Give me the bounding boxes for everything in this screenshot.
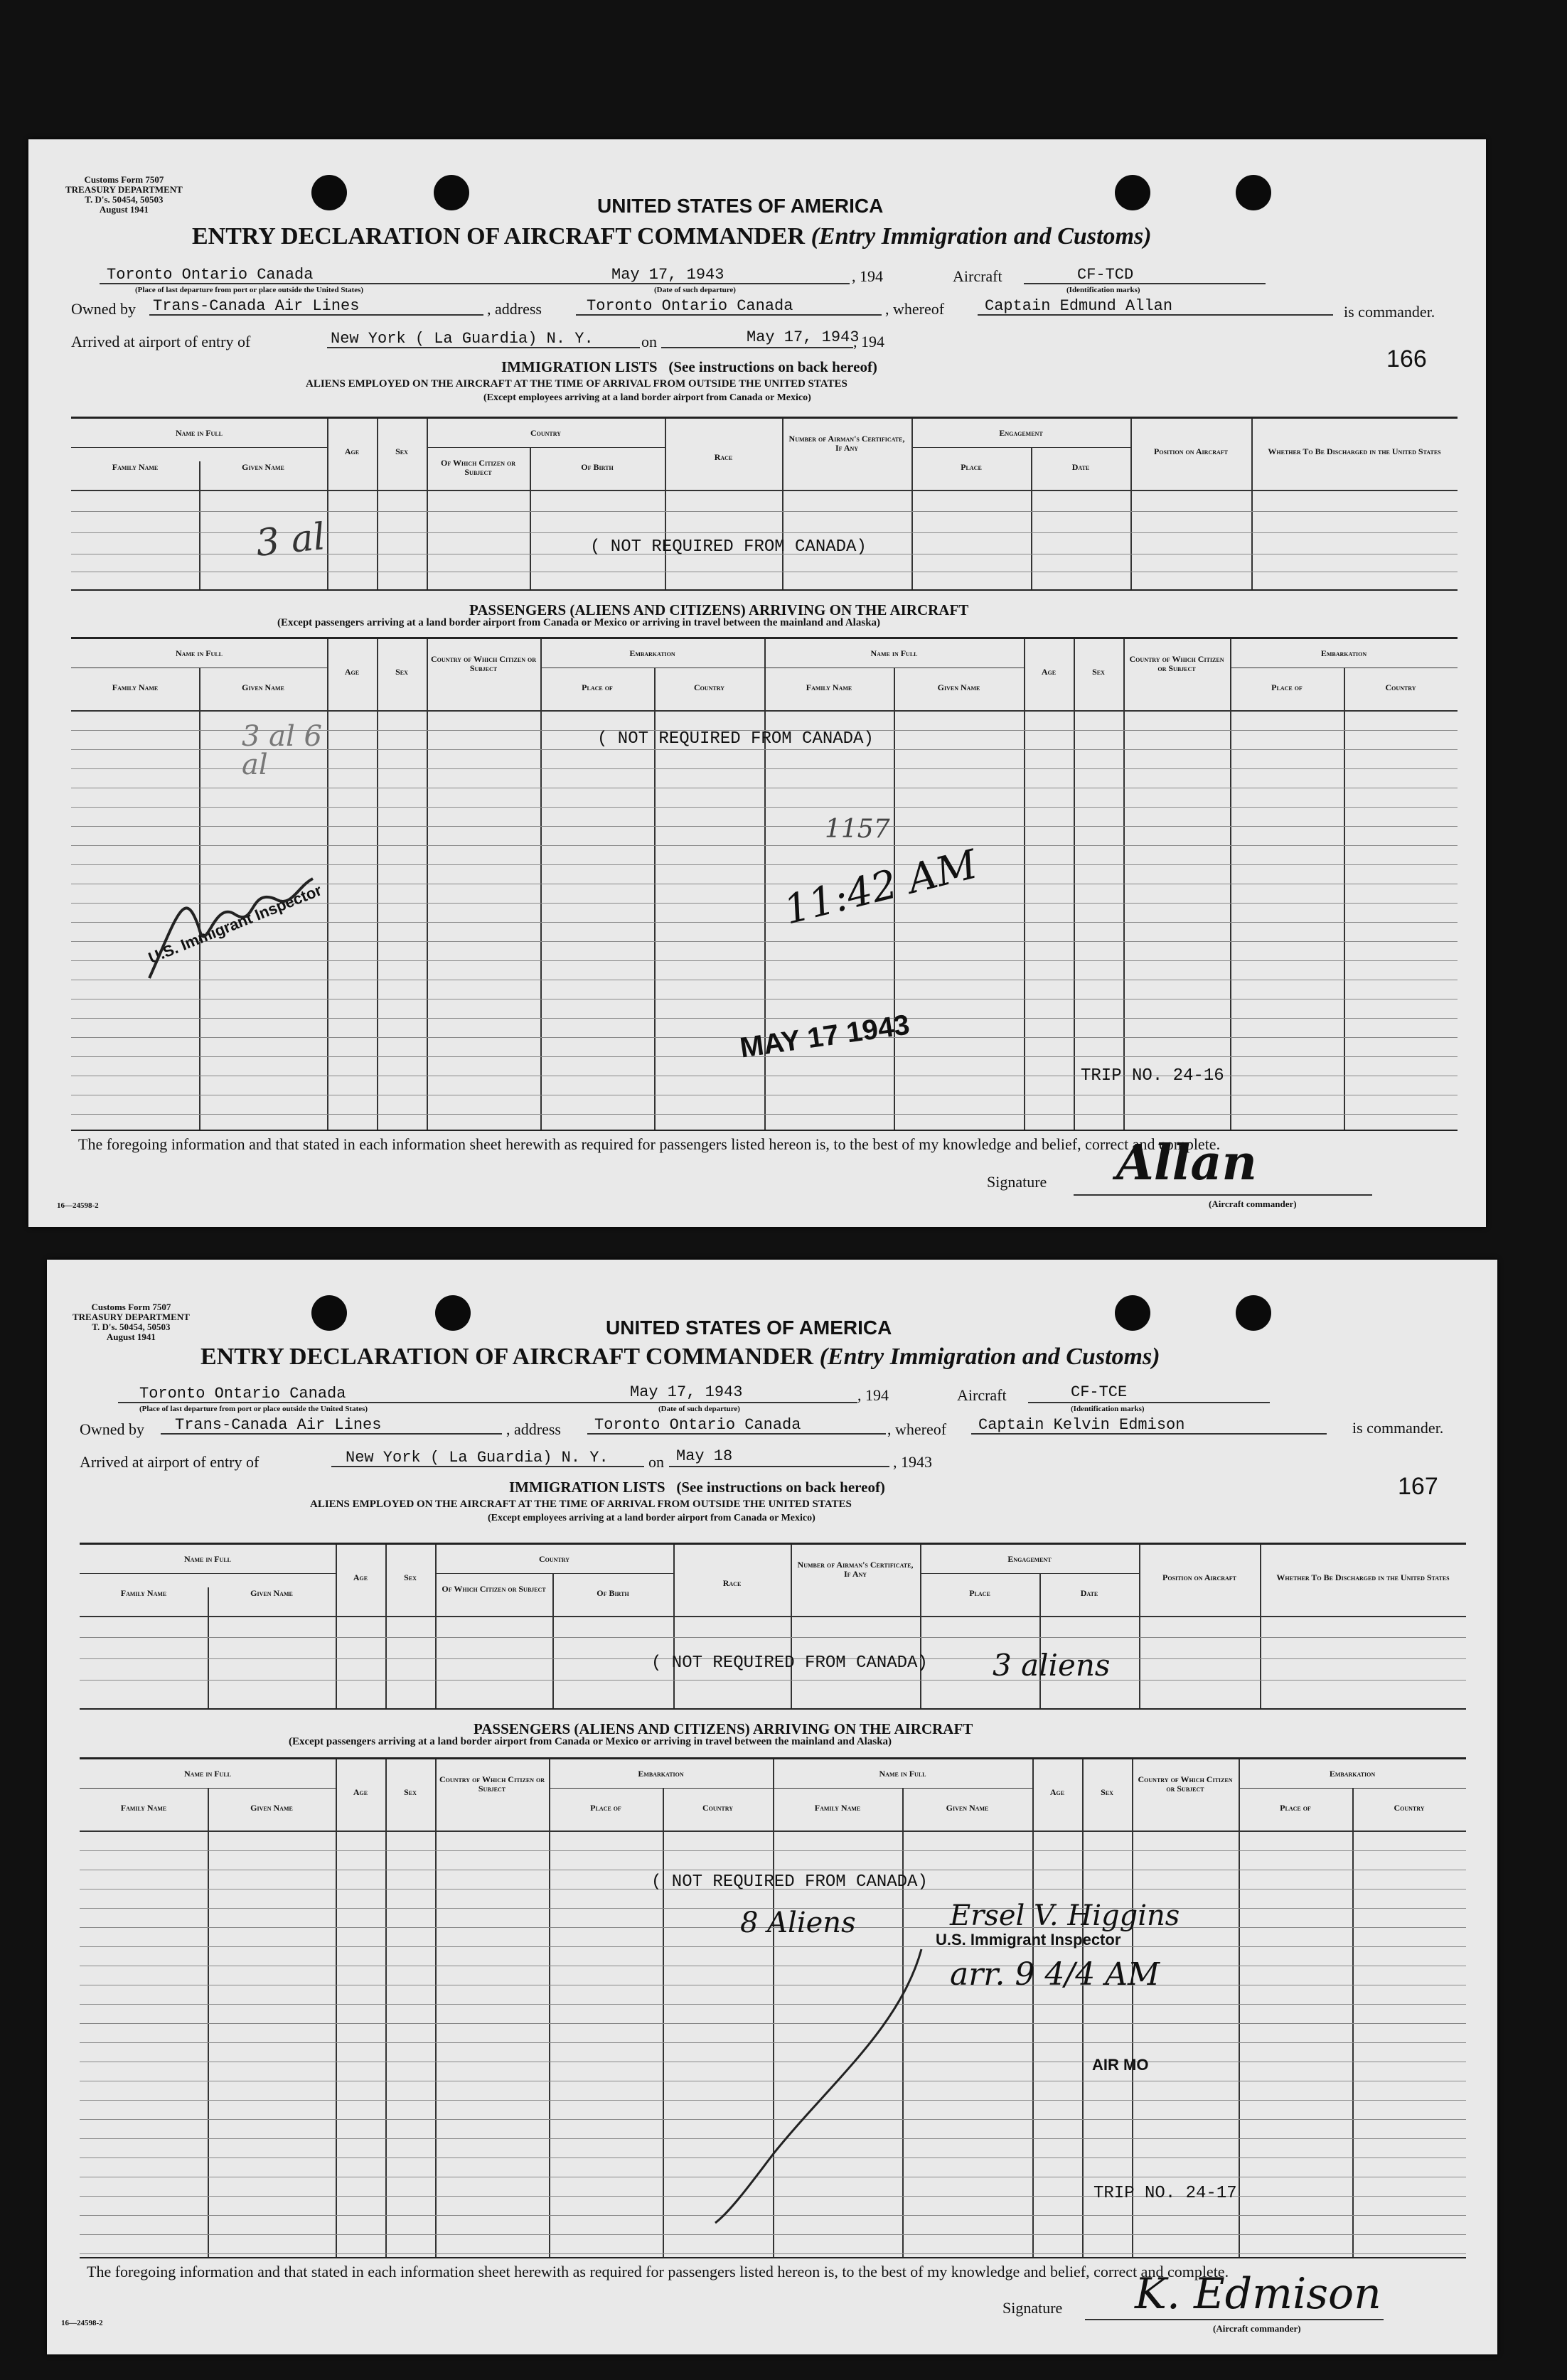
punch-hole: [1236, 1295, 1271, 1331]
inspector-stamp: U.S. Immigrant Inspector: [936, 1931, 1121, 1949]
date-caption: (Date of such departure): [654, 286, 736, 294]
inspector-signature-scribble: [135, 872, 320, 999]
departure-date: May 17, 1943: [611, 266, 724, 284]
owner: Trans-Canada Air Lines: [175, 1416, 382, 1434]
country-heading: UNITED STATES OF AMERICA: [606, 1317, 892, 1339]
departure-date: May 17, 1943: [630, 1383, 743, 1401]
aircraft-label: Aircraft: [953, 267, 1002, 285]
punch-hole: [311, 1295, 347, 1331]
punch-hole: [434, 175, 469, 210]
aircraft-id: CF-TCE: [1071, 1383, 1128, 1401]
passengers-not-required: ( NOT REQUIRED FROM CANADA): [651, 1872, 928, 1892]
certification-statement: The foregoing information and that stated in each information sheet herewith as required for passengers listed hereon is, to the best of my knowledge and belief, correct and complete.: [78, 1135, 1221, 1153]
inspector-stamp: U.S. Immigrant Inspector: [146, 881, 324, 967]
departure-place-caption: (Place of last departure from port or place outside the United States): [135, 286, 364, 294]
inspector-name: Ersel V. Higgins: [950, 1899, 1180, 1932]
immigration-lists-heading: IMMIGRATION LISTS (See instructions on back hereof): [501, 358, 877, 375]
passengers-not-required: ( NOT REQUIRED FROM CANADA): [597, 729, 874, 749]
stamp-number: 166: [1386, 345, 1427, 372]
trip-number: TRIP NO. 24-16: [1081, 1066, 1224, 1086]
departure-place: Toronto Ontario Canada: [139, 1385, 346, 1403]
arrival-date: May 18: [676, 1447, 733, 1465]
commander-signature: Allan: [1116, 1135, 1257, 1191]
immigration-lists-heading: IMMIGRATION LISTS (See instructions on back hereof): [509, 1479, 885, 1496]
stamp-number: 167: [1398, 1473, 1438, 1500]
passengers-handwritten-count: 3 al 6 al: [242, 720, 322, 781]
punch-hole: [1115, 1295, 1150, 1331]
arrival-date: May 17, 1943: [747, 328, 860, 346]
form-id: Customs Form 7507 TREASURY DEPARTMENT T. D's. 50454, 50503 August 1941: [73, 1302, 190, 1342]
crew-not-required: ( NOT REQUIRED FROM CANADA): [590, 537, 867, 557]
owner: Trans-Canada Air Lines: [153, 297, 360, 315]
departure-place: Toronto Ontario Canada: [107, 266, 314, 284]
arrival-airport: New York ( La Guardia) N. Y.: [331, 330, 594, 348]
passengers-heading: PASSENGERS (ALIENS AND CITIZENS) ARRIVING ON THE AIRCRAFT: [474, 1720, 973, 1737]
arrival-airport: New York ( La Guardia) N. Y.: [346, 1449, 609, 1467]
crew-handwritten-count: 3 aliens: [993, 1648, 1111, 1683]
arrival-time-handwritten: arr. 9 4/4 AM: [950, 1956, 1160, 1993]
date-stamp: MAY 17 1943: [738, 1009, 912, 1064]
arrival-time-note: 1157: [825, 815, 890, 844]
crew-handwritten-count: 3 al: [254, 515, 328, 565]
punch-hole: [435, 1295, 471, 1331]
aircraft-id: CF-TCD: [1077, 266, 1134, 284]
passengers-heading: PASSENGERS (ALIENS AND CITIZENS) ARRIVING ON THE AIRCRAFT: [469, 601, 969, 618]
handwritten-pen-stroke: [687, 1942, 957, 2226]
declaration-form-1: Customs Form 7507 TREASURY DEPARTMENT T. D's. 50454, 50503 August 1941 UNITED STATES OF AMERICA ENTRY DECLARATION OF AIRCRAFT COMMANDER (Entry Immigration and Customs) Toronto Ontario Canada (Place of last departure from port or place outside the United States) May 17, 1943 (Date of such departure) , 194 Aircraft CF-TCD (Identification marks) Owned by Trans-Canada Air Lines , address Toronto Ontario Canada , whereof Captain Edmund Allan is commander. Arrived at airport of entry of New York ( La Guardia) N. Y. on May 17, 1943 , 194 166 IMMIGRATION LISTS (See instructions on back hereof) ALIENS EMPLOYED ON THE AIRCRAFT AT THE TIME OF ARRIVAL FROM OUTSIDE THE UNITED STATES (Except employees arriving at a land border airport from Canada or Mexico) Name in Full Family Name Given Name Age Sex Country Of Which Citizen or Subject Of Birth Race Number of Airman's Certificate, If Any Engagement Place Date Position on Aircraft Whether To Be Discharged in the United States ( NOT REQUIRED FROM CANADA) 3 al PASSENGERS (ALIENS AND CITIZENS) ARRIVING ON THE AIRCRAFT (Except passengers arriving at a land border airport from Canada or Mexico or arriving in travel between the mainland and Alaska) Name in Full Family Name Given Name Age Sex Country of Which Citizen or Subject Embarkation Place of Country Name in Full Family Name Given Name Age Sex Country of Which Citizen or Subject Embarkation Place of Country ( NOT REQUIRED FROM CANADA) 3 al 6 al U.S. Immigrant Inspector 11:42 AM 1157 MAY 17 1943 TRIP NO. 24-16 The foregoing information and that stated in each information sheet herewith as required for passengers listed hereon is, to the best of my knowledge and belief, correct and complete. Signature Allan (Aircraft commander) 16—24598-2: [28, 139, 1486, 1227]
crew-not-required: ( NOT REQUIRED FROM CANADA): [651, 1653, 928, 1673]
passengers-handwritten-count: 8 Aliens: [740, 1907, 856, 1939]
punch-hole: [311, 175, 347, 210]
crew-table: Name in Full Family Name Given Name Age Sex Country Of Which Citizen or Subject Of Birth Race Number of Airman's Certificate, If Any Engagement Place Date Position on Aircraft Whether To Be Discharged in the United States: [80, 1543, 1466, 1710]
aircraft-label: Aircraft: [957, 1386, 1007, 1404]
commander-name: Captain Kelvin Edmison: [978, 1416, 1185, 1434]
commander-name: Captain Edmund Allan: [985, 297, 1173, 315]
commander-signature: K. Edmison: [1135, 2269, 1381, 2319]
country-heading: UNITED STATES OF AMERICA: [597, 195, 884, 217]
owner-address: Toronto Ontario Canada: [594, 1416, 801, 1434]
certification-statement: The foregoing information and that stated in each information sheet herewith as required for passengers listed hereon is, to the best of my knowledge and belief, correct and complete.: [87, 2263, 1229, 2280]
passengers-table: Name in Full Family Name Given Name Age Sex Country of Which Citizen or Subject Embarkation Place of Country Name in Full Family Name Given Name Age Sex Country of Which Citizen or Subject Embarkation Place of Country: [80, 1757, 1466, 2258]
crew-table: Name in Full Family Name Given Name Age Sex Country Of Which Citizen or Subject Of Birth Race Number of Airman's Certificate, If Any Engagement Place Date Position on Aircraft Whether To Be Discharged in the United States: [71, 417, 1458, 591]
form-id: Customs Form 7507 TREASURY DEPARTMENT T. D's. 50454, 50503 August 1941: [65, 174, 183, 215]
punch-hole: [1115, 175, 1150, 210]
owner-address: Toronto Ontario Canada: [587, 297, 793, 315]
punch-hole: [1236, 175, 1271, 210]
passengers-table: Name in Full Family Name Given Name Age Sex Country of Which Citizen or Subject Embarkation Place of Country Name in Full Family Name Given Name Age Sex Country of Which Citizen or Subject Embarkation Place of Country: [71, 637, 1458, 1131]
arrival-time-handwritten: 11:42 AM: [779, 841, 982, 934]
trip-number: TRIP NO. 24-17: [1093, 2184, 1237, 2203]
form-title: ENTRY DECLARATION OF AIRCRAFT COMMANDER (Entry Immigration and Customs): [200, 1344, 1160, 1370]
form-title: ENTRY DECLARATION OF AIRCRAFT COMMANDER (Entry Immigration and Customs): [192, 223, 1152, 250]
declaration-form-2: Customs Form 7507 TREASURY DEPARTMENT T. D's. 50454, 50503 August 1941 UNITED STATES OF AMERICA ENTRY DECLARATION OF AIRCRAFT COMMANDER (Entry Immigration and Customs) Toronto Ontario Canada (Place of last departure from port or place outside the United States) May 17, 1943 (Date of such departure) , 194 Aircraft CF-TCE (Identification marks) Owned by Trans-Canada Air Lines , address Toronto Ontario Canada , whereof Captain Kelvin Edmison is commander. Arrived at airport of entry of New York ( La Guardia) N. Y. on May 18 , 1943 167 IMMIGRATION LISTS (See instructions on back hereof) ALIENS EMPLOYED ON THE AIRCRAFT AT THE TIME OF ARRIVAL FROM OUTSIDE THE UNITED STATES (Except employees arriving at a land border airport from Canada or Mexico) Name in Full Family Name Given Name Age Sex Country Of Which Citizen or Subject Of Birth Race Number of Airman's Certificate, If Any Engagement Place Date Position on Aircraft Whether To Be Discharged in the United States ( NOT REQUIRED FROM CANADA) 3 aliens PASSENGERS (ALIENS AND CITIZENS) ARRIVING ON THE AIRCRAFT (Except passengers arriving at a land border airport from Canada or Mexico or arriving in travel between the mainland and Alaska) Name in Full Family Name Given Name Age Sex Country of Which Citizen or Subject Embarkation Place of Country Name in Full Family Name Given Name Age Sex Country of Which Citizen or Subject Embarkation Place of Country ( NOT REQUIRED FROM CANADA) 8 Aliens Ersel V. Higgins U.S. Immigrant Inspector arr. 9 4/4 AM AIR MO TRIP NO. 24-17 The foregoing information and that stated in each information sheet herewith as required for passengers listed hereon is, to the best of my knowledge and belief, correct and complete. Signature K. Edmison (Aircraft commander) 16—24598-2: [47, 1260, 1497, 2354]
date-stamp: AIR MO: [1092, 2056, 1149, 2074]
